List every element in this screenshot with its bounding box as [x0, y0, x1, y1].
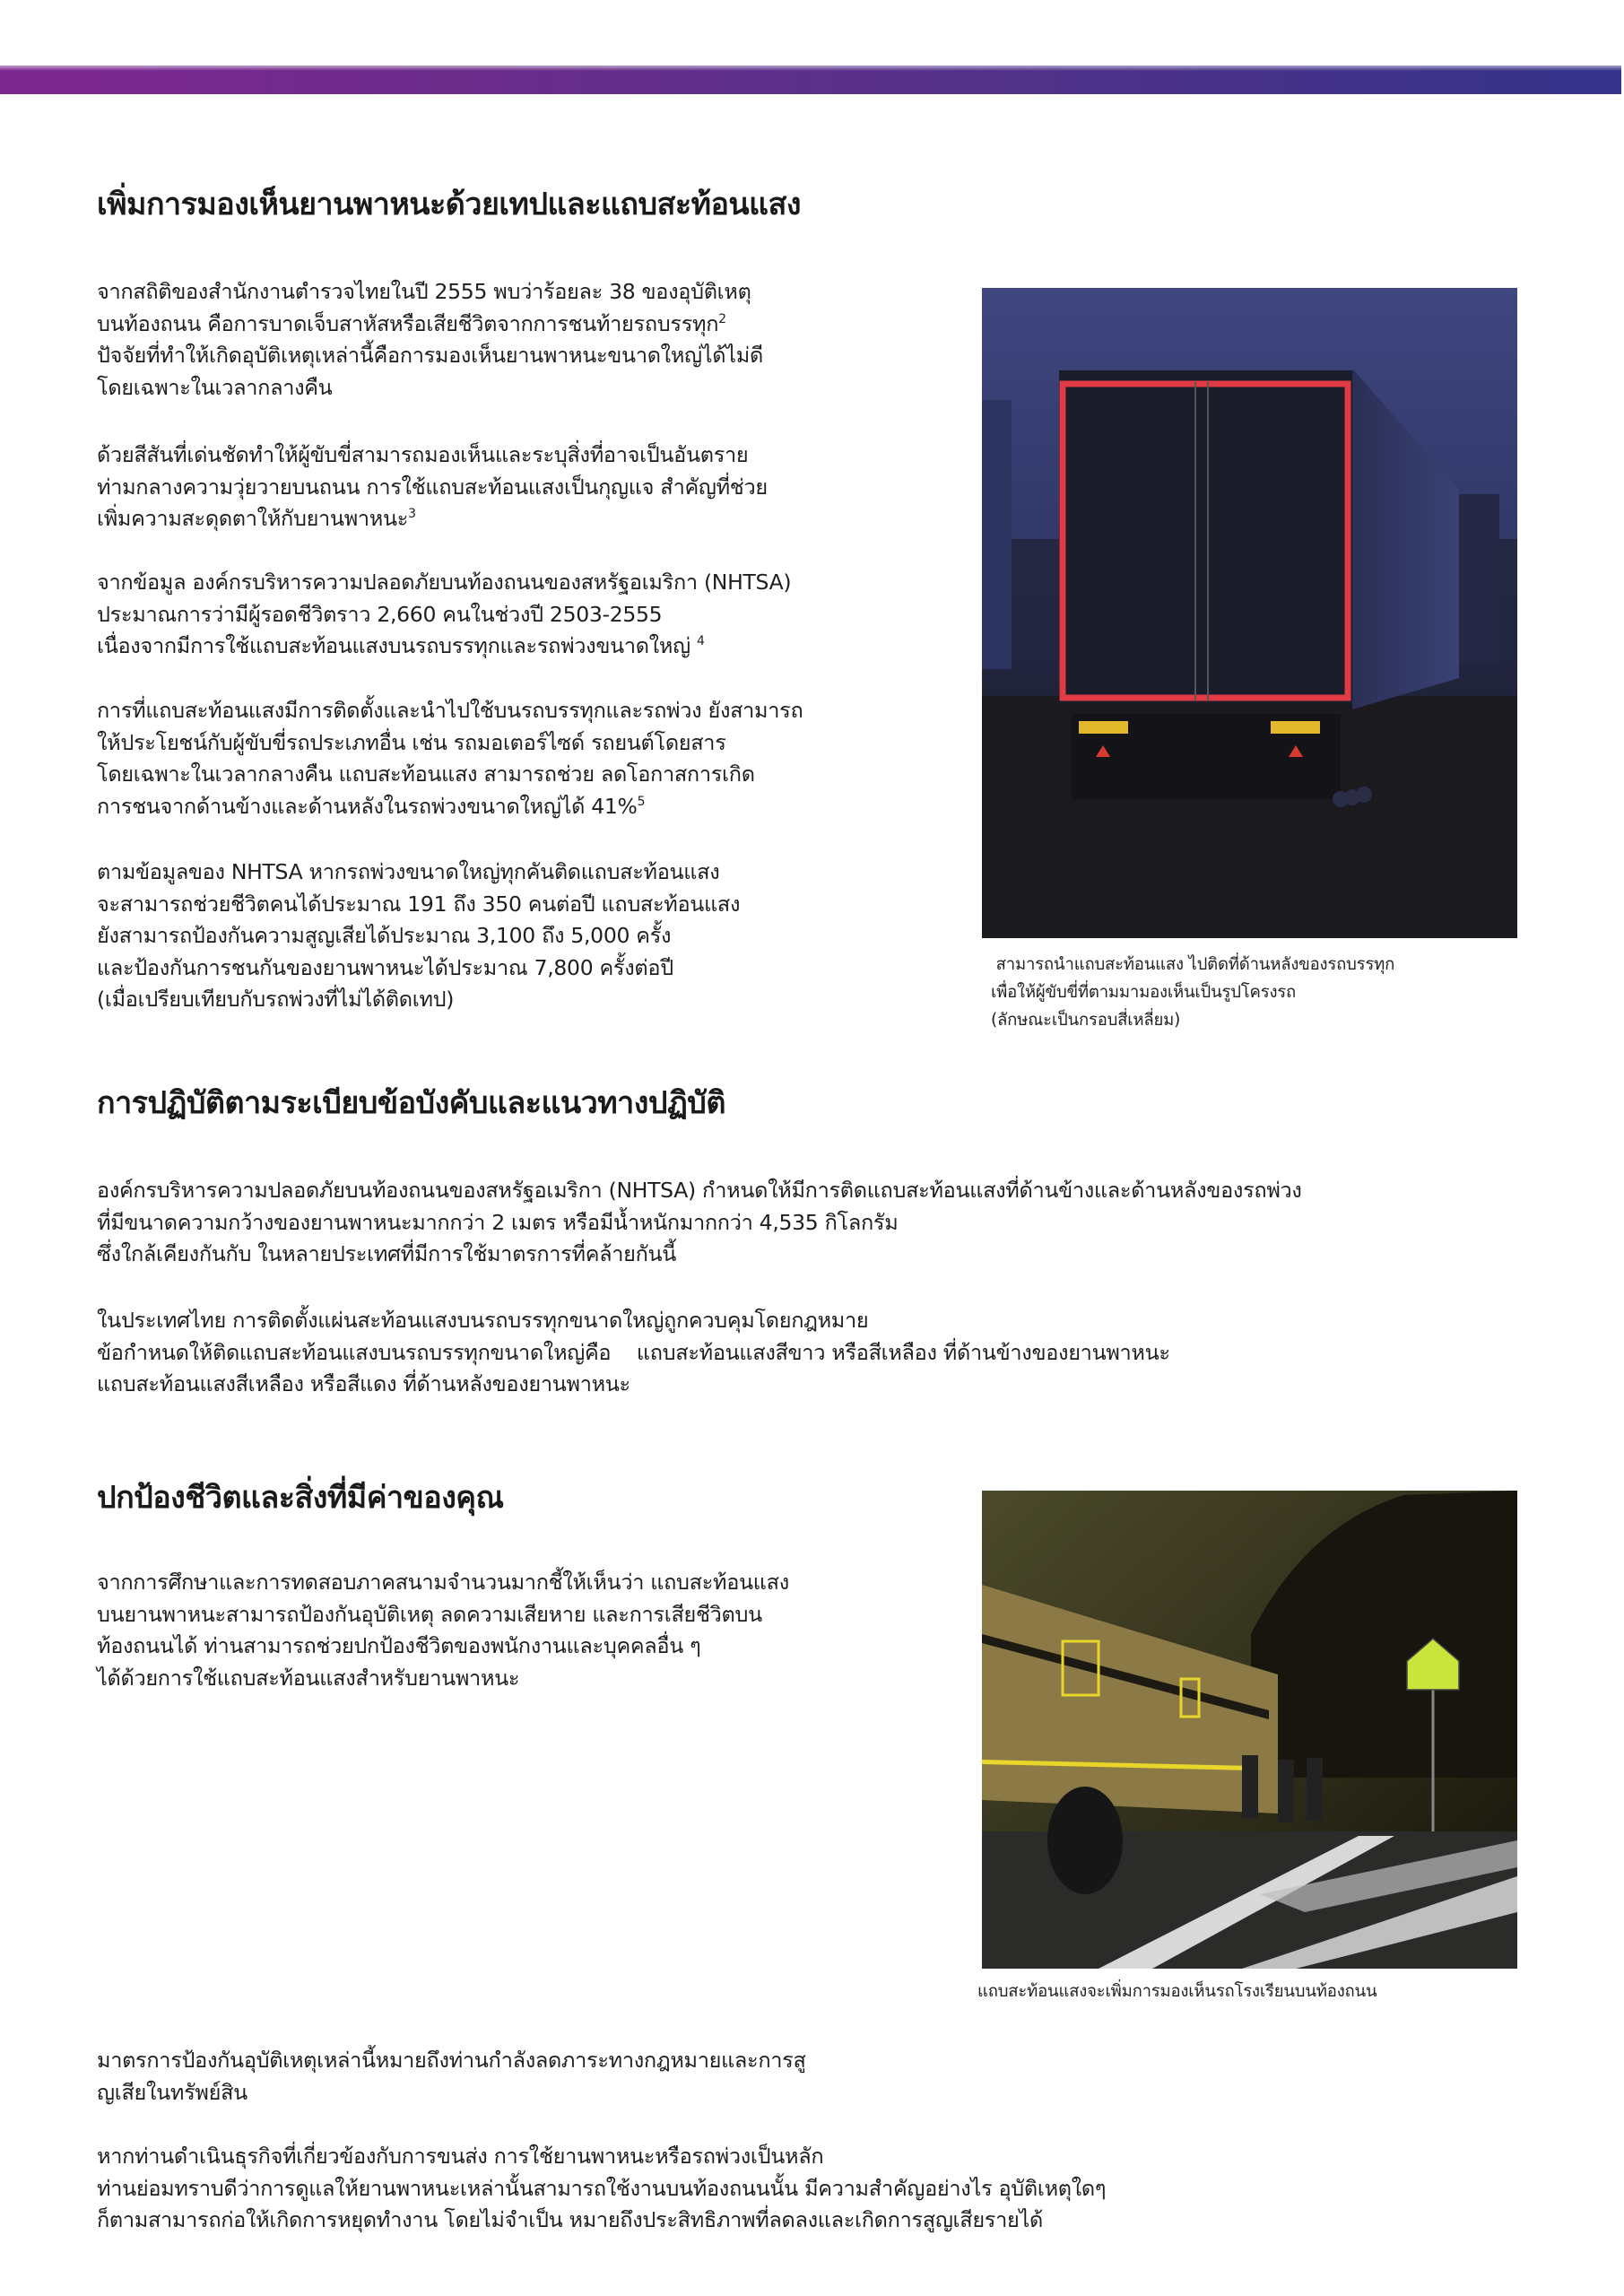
text-line-content: เพิ่มความสะดุดตาให้กับยานพาหนะ — [97, 506, 409, 531]
text-line: ด้วยสีสันที่เด่นชัดทำให้ผู้ขับขี่สามารถมองเห็นและระบุสิ่งที่อาจเป็นอันตราย — [97, 442, 749, 467]
caption-line: เพื่อให้ผู้ขับขี่ที่ตามมามองเห็นเป็นรูปโครงรถ — [991, 983, 1297, 1002]
text-line: ข้อกำหนดให้ติดแถบสะท้อนแสงบนรถบรรทุกขนาดใหญ่คือ แถบสะท้อนแสงสีขาว หรือสีเหลือง ที่ด้านข้างของยานพาหนะ — [97, 1339, 1170, 1365]
yellow-reflector-left — [1079, 721, 1128, 734]
text-line: ได้ด้วยการใช้แถบสะท้อนแสงสำหรับยานพาหนะ — [97, 1665, 520, 1691]
text-line — [97, 791, 803, 823]
truck-rear-reflective-photo — [982, 288, 1517, 938]
footnote-ref: 5 — [637, 794, 646, 809]
header-gradient-banner — [0, 65, 1621, 94]
text-line: ท่านย่อมทราบดีว่าการดูแลให้ยานพาหนะเหล่านั้นสามารถใช้งานบนท้องถนนนั้น มีความสำคัญอย่างไร อุบัติเหตุใดๆ — [97, 2175, 1107, 2201]
footnote-ref: 4 — [696, 634, 705, 649]
text-line: หากท่านดำเนินธุรกิจที่เกี่ยวข้องกับการขนส่ง การใช้ยานพาหนะหรือรถพ่วงเป็นหลัก — [97, 2144, 824, 2169]
caption-line: สามารถนำแถบสะท้อนแสง ไปติดที่ด้านหลังของรถบรรทุก — [991, 955, 1395, 974]
yellow-reflector-right — [1271, 721, 1320, 734]
text-line: ให้ประโยชน์กับผู้ขับขี่รถประเภทอื่น เช่น รถมอเตอร์ไซด์ รถยนต์โดยสาร — [97, 729, 726, 755]
text-line: (เมื่อเปรียบเทียบกับรถพ่วงที่ไม่ได้ติดเทป) — [97, 987, 455, 1012]
text-line: จากการศึกษาและการทดสอบภาคสนามจำนวนมากชี้ให้เห็นว่า แถบสะท้อนแสง — [97, 1570, 789, 1595]
text-line: ซึ่งใกล้เคียงกันกับ ในหลายประเทศที่มีการใช้มาตรการที่คล้ายกันนี้ — [97, 1241, 677, 1266]
text-line: จะสามารถช่วยชีวิตคนได้ประมาณ 191 ถึง 350 คนต่อปี แถบสะท้อนแสง — [97, 891, 741, 917]
caption-line: (ลักษณะเป็นกรอบสี่เหลี่ยม) — [991, 1011, 1181, 1030]
text-line-content: การชนจากด้านข้างและด้านหลังในรถพ่วงขนาดใหญ่ได้ 41% — [97, 793, 638, 819]
text-line-content: บนท้องถนน คือการบาดเจ็บสาหัสหรือเสียชีวิตจากการชนท้ายรถบรรทุก — [97, 310, 719, 336]
text-line: บนยานพาหนะสามารถป้องกันอุบัติเหตุ ลดความเสียหาย และการเสียชีวิตบน — [97, 1601, 762, 1627]
text-line: ยังสามารถป้องกันความสูญเสียได้ประมาณ 3,100 ถึง 5,000 ครั้ง — [97, 923, 672, 948]
text-line: โดยเฉพาะในเวลากลางคืน — [97, 374, 333, 400]
paragraph-legal-burden — [97, 2045, 806, 2109]
text-line: ประมาณการว่ามีผู้รอดชีวิตราว 2,660 คนในช่วงปี 2503-2555 — [97, 601, 663, 627]
footnote-ref: 2 — [718, 311, 726, 326]
text-line: และป้องกันการชนกันของยานพาหนะได้ประมาณ 7,800 ครั้งต่อปี — [97, 954, 673, 980]
text-line: แถบสะท้อนแสงสีเหลือง หรือสีแดง ที่ด้านหลังของยานพาหนะ — [97, 1371, 630, 1396]
text-line: ในประเทศไทย การติดตั้งแผ่นสะท้อนแสงบนรถบรรทุกขนาดใหญ่ถูกควบคุมโดยกฎหมาย — [97, 1308, 869, 1333]
text-line: จากสถิติของสำนักงานตำรวจไทยในปี 2555 พบว่าร้อยละ 38 ของอุบัติเหตุ — [97, 279, 751, 304]
section-title-visibility: เพิ่มการมองเห็นยานพาหนะด้วยเทปและแถบสะท้อนแสง — [97, 187, 801, 222]
text-line: จากข้อมูล องค์กรบริหารความปลอดภัยบนท้องถนนของสหรัฐอเมริกา (NHTSA) — [97, 570, 792, 595]
paragraph-bright-colors — [97, 439, 768, 535]
section-title-compliance: การปฏิบัติตามระเบียบข้อบังคับและแนวทางปฏิบัติ — [97, 1085, 725, 1121]
text-line: ท่ามกลางความวุ่ยวายบนถนน การใช้แถบสะท้อนแสงเป็นกุญแจ สำคัญที่ช่วย — [97, 474, 768, 500]
bus-photo-caption: แถบสะท้อนแสงจะเพิ่มการมองเห็นรถโรงเรียนบนท้องถนน — [977, 1982, 1377, 2001]
text-line: ตามข้อมูลของ NHTSA หากรถพ่วงขนาดใหญ่ทุกคันติดแถบสะท้อนแสง — [97, 859, 720, 884]
text-line: ปัจจัยที่ทำให้เกิดอุบัติเหตุเหล่านี้คือการมองเห็นยานพาหนะขนาดใหญ่ได้ไม่ดี — [97, 343, 763, 368]
truck-illustration — [982, 288, 1517, 938]
truck-photo-caption — [991, 951, 1394, 1034]
paragraph-field-studies — [97, 1567, 789, 1694]
text-line: องค์กรบริหารความปลอดภัยบนท้องถนนของสหรัฐอเมริกา (NHTSA) กำหนดให้มีการติดแถบสะท้อนแสงที่ด้านข้างและด้านหลังของรถพ่วง — [97, 1178, 1302, 1203]
paragraph-thailand-law — [97, 1305, 1170, 1401]
paragraph-nhtsa-lives-saved — [97, 857, 740, 1016]
paragraph-nhtsa-requirement — [97, 1175, 1302, 1271]
text-line-content: เนื่องจากมีการใช้แถบสะท้อนแสงบนรถบรรทุกและรถพ่วงขนาดใหญ่ — [97, 633, 697, 658]
text-line — [97, 503, 768, 535]
school-bus-illustration — [982, 1491, 1517, 1969]
text-line — [97, 631, 791, 663]
school-bus-reflective-photo — [982, 1491, 1517, 1969]
text-line: ที่มีขนาดความกว้างของยานพาหนะมากกว่า 2 เมตร หรือมีน้ำหนักมากกว่า 4,535 กิโลกรัม — [97, 1209, 899, 1235]
section-title-protect-lives: ปกป้องชีวิตและสิ่งที่มีค่าของคุณ — [97, 1480, 504, 1516]
text-line: มาตรการป้องกันอุบัติเหตุเหล่านี้หมายถึงท่านกำลังลดภาระทางกฎหมายและการสู — [97, 2048, 806, 2073]
text-line: ก็ตามสามารถก่อให้เกิดการหยุดทำงาน โดยไม่จำเป็น หมายถึงประสิทธิภาพที่ลดลงและเกิดการสูญเสียรายได้ — [97, 2207, 1043, 2232]
paragraph-other-drivers-benefit — [97, 695, 803, 822]
paragraph-nhtsa-survivors — [97, 567, 791, 663]
text-line: โดยเฉพาะในเวลากลางคืน แถบสะท้อนแสง สามารถช่วย ลดโอกาสการเกิด — [97, 761, 755, 787]
text-line — [97, 309, 763, 341]
footnote-ref: 3 — [408, 507, 416, 522]
text-line: การที่แถบสะท้อนแสงมีการติดตั้งและนำไปใช้บนรถบรรทุกและรถพ่วง ยังสามารถ — [97, 698, 803, 723]
text-line: ท้องถนนได้ ท่านสามารถช่วยปกป้องชีวิตของพนักงานและบุคคลอื่น ๆ — [97, 1633, 701, 1658]
paragraph-business-impact — [97, 2141, 1106, 2237]
paragraph-police-statistics — [97, 276, 763, 404]
text-line: ญเสียในทรัพย์สิน — [97, 2079, 248, 2105]
